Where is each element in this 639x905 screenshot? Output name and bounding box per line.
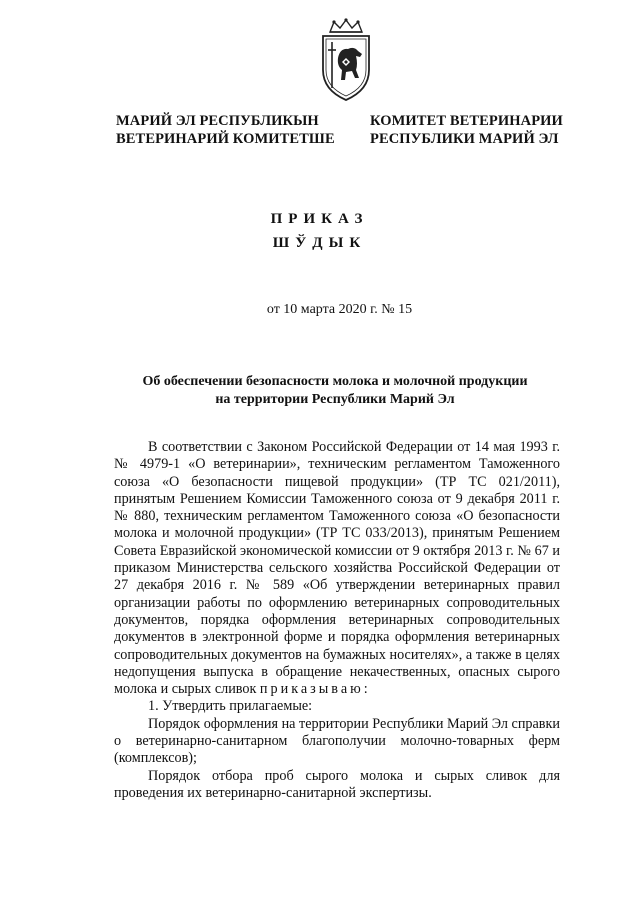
header-right-ministry-name-russian [370,112,563,148]
date-and-number: от 10 марта 2020 г. № 15 [266,302,413,317]
header-right-line-1: КОМИТЕТ ВЕТЕРИНАРИИ [370,113,563,129]
preamble-text: В соответствии с Законом Российской Федерации от 14 мая 1993 г. № 4979-1 «О ветеринарии», техническим регламентом Таможенного союза «О безопасности пищевой продукции» (ТР ТС 021/2011), принятым Решением Комиссии Таможенного союза от 9 декабря 2011 г. № 880, техническим регламентом Таможенного союза «О безопасности молока и молочной продукции» (ТР ТС 033/2013), принятым Решением Совета Евразийской экономической комиссии от 9 октября 2013 г. № 67 и приказом Министерства сельского хозяйства Российской Федерации от 27 декабря 2016 г. № 589 «Об утверждении ветеринарных правил организации работы по оформлению ветеринарных сопроводительных документов, порядка оформления ветеринарных сопроводительных документов в электронной форме и порядка оформления ветеринарных сопроводительных документов на бумажных носителях», а также в целях недопущения выпуска в обращение некачественных, опасных сырого молока и сырых сливок [114,439,560,698]
header-left-line-1: МАРИЙ ЭЛ РЕСПУБЛИКЫН [116,113,319,129]
document-body [114,439,560,802]
header-right-line-2: РЕСПУБЛИКИ МАРИЙ ЭЛ [370,131,559,147]
order-word: приказываю: [259,681,371,698]
body-paragraph-procedure-2: Порядок отбора проб сырого молока и сырых сливок для проведения их ветеринарно-санитарной экспертизы. [114,767,560,801]
document-type-title: ПРИКАЗ [270,211,369,227]
document-subject [110,373,560,409]
header-left-ministry-name-mari [116,112,335,148]
body-paragraph-item-1: 1. Утвердить прилагаемые: [148,698,313,715]
body-paragraph-procedure-1: Порядок оформления на территории Республики Марий Эл справки о ветеринарно-санитарном благополучии молочно-товарных ферм (комплексов); [114,715,560,767]
header-left-line-2: ВЕТЕРИНАРИЙ КОМИТЕТШЕ [116,131,335,147]
coat-of-arms-icon [318,18,374,102]
subject-line-2: на территории Республики Марий Эл [215,392,455,407]
subject-line-1: Об обеспечении безопасности молока и молочной продукции [142,374,528,389]
body-paragraph-preamble [114,439,560,698]
document-type-title-mari: ШЎДЫК [272,235,367,251]
